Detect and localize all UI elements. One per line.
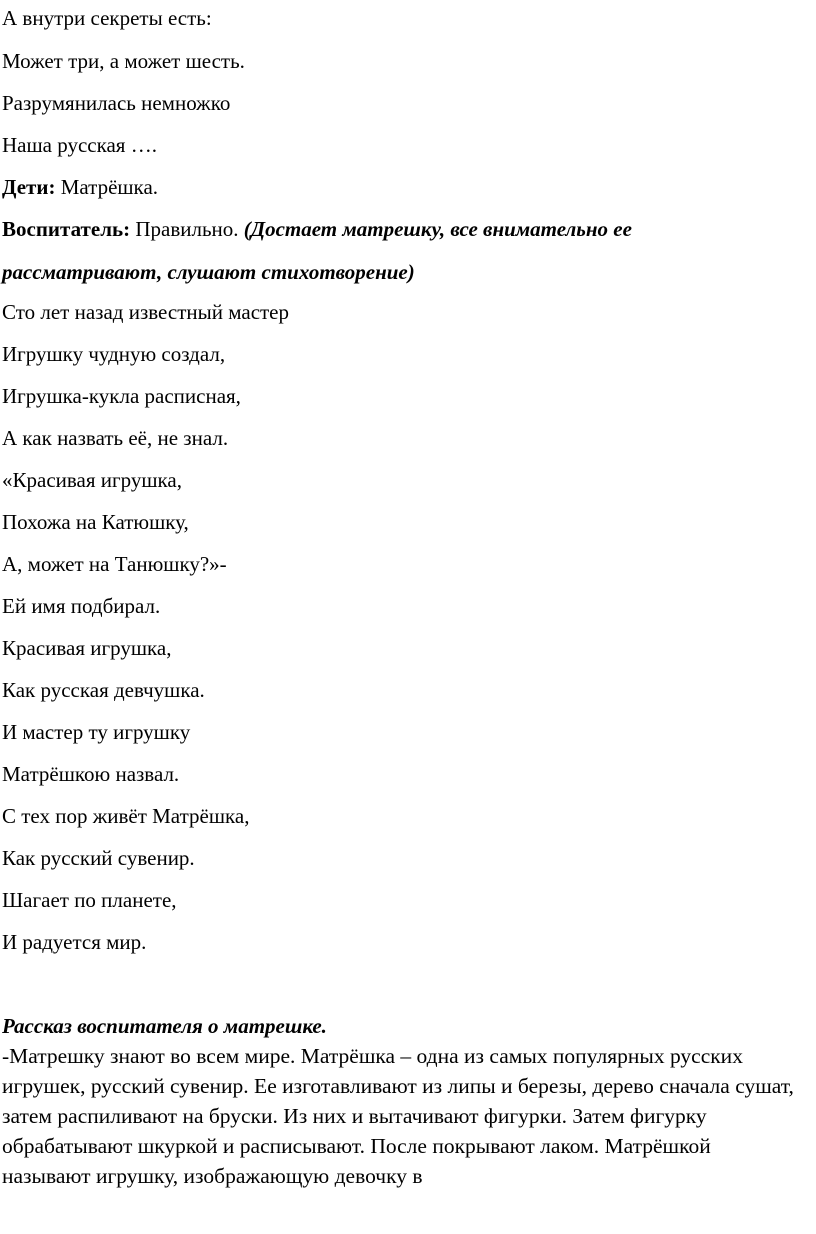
- poem-intro-line-2: Может три, а может шесть.: [2, 49, 245, 73]
- poem-line-3: Игрушка-кукла расписная,: [2, 384, 241, 408]
- poem-line-11: И мастер ту игрушку: [2, 720, 191, 744]
- poem-line-1: Сто лет назад известный мастер: [2, 300, 290, 324]
- poem-line-15: Шагает по планете,: [2, 888, 177, 912]
- speaker-teacher: Воспитатель:: [2, 217, 131, 241]
- poem-line-16: И радуется мир.: [2, 930, 147, 954]
- poem-line-12: Матрёшкою назвал.: [2, 762, 180, 786]
- teacher-reply: [2, 219, 632, 240]
- poem-line-9: Красивая игрушка,: [2, 636, 172, 660]
- poem-intro-line-4: Наша русская ….: [2, 133, 157, 157]
- poem-line-10: Как русская девчушка.: [2, 678, 205, 702]
- poem-line-2: Игрушку чудную создал,: [2, 342, 226, 366]
- poem-line-13: С тех пор живёт Матрёшка,: [2, 804, 250, 828]
- story-paragraph: -Матрешку знают во всем мире. Матрёшка – одна из самых популярных русских игрушек, русский сувенир. Ее изготавливают из липы и березы, дерево сначала сушат, затем распиливают на бруски. Из них и вытачивают фигурки. Затем фигурку обрабатывают шкуркой и расписывают. После покрывают лаком. Матрёшкой называют игрушку, изображающую девочку в: [2, 1044, 794, 1188]
- poem-line-14: Как русский сувенир.: [2, 846, 195, 870]
- children-reply: [2, 177, 158, 198]
- poem-intro-line-1: А внутри секреты есть:: [2, 6, 212, 30]
- speaker-children: Дети:: [2, 175, 56, 199]
- poem-line-6: Похожа на Катюшку,: [2, 510, 189, 534]
- poem-line-4: А как назвать её, не знал.: [2, 426, 229, 450]
- stage-direction-part-2: рассматривают, слушают стихотворение): [2, 260, 415, 284]
- stage-direction-part-1: (Достает матрешку, все внимательно ее: [243, 217, 632, 241]
- teacher-reply-text: Правильно.: [130, 217, 244, 241]
- poem-line-5: «Красивая игрушка,: [2, 468, 182, 492]
- poem-intro-line-3: Разрумянилась немножко: [2, 91, 231, 115]
- poem-line-7: А, может на Танюшку?»-: [2, 552, 227, 576]
- children-reply-text: Матрёшка.: [55, 175, 159, 199]
- story-heading: Рассказ воспитателя о матрешке.: [2, 1014, 327, 1038]
- poem-line-8: Ей имя подбирал.: [2, 594, 161, 618]
